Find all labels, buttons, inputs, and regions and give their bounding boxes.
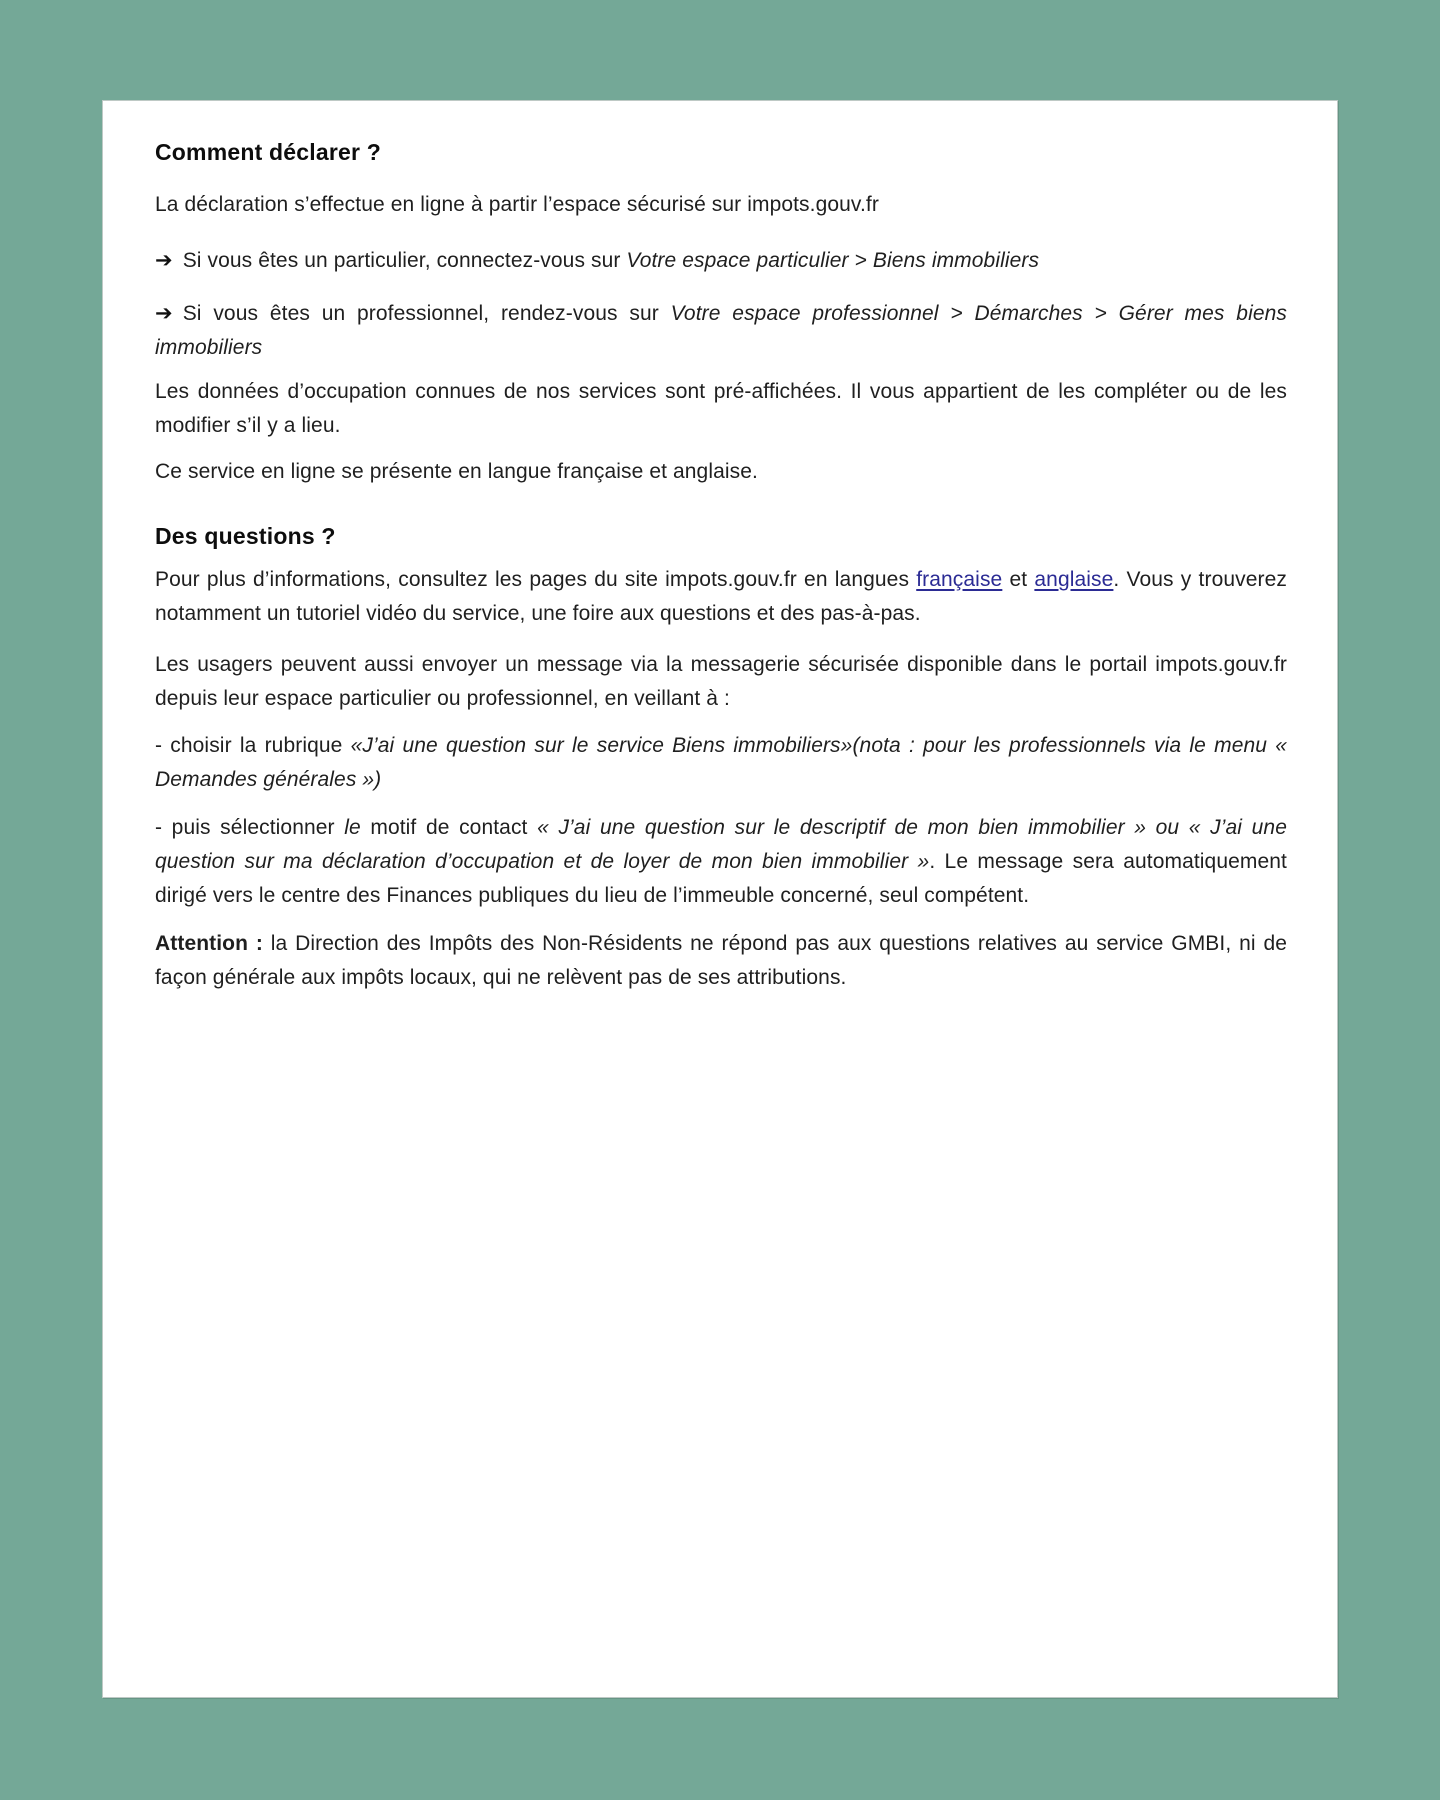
bullet-professionnel-text: Si vous êtes un professionnel, rendez-vous sur — [182, 302, 671, 325]
link-anglaise[interactable]: anglaise — [1034, 568, 1114, 591]
messaging-text: Les usagers peuvent aussi envoyer un message via la messagerie sécurisée disponible dans le portail impots.gouv.fr depuis leur espace particulier ou professionnel, en veillant à : — [155, 653, 1287, 710]
attention-label: Attention : — [155, 932, 263, 955]
attention-text: la Direction des Impôts des Non-Résidents ne répond pas aux questions relatives au service GMBI, ni de façon générale aux impôts locaux, qui ne relèvent pas de ses attributions. — [155, 932, 1288, 989]
languages-text: Ce service en ligne se présente en langue française et anglaise. — [155, 460, 758, 483]
info-text-2: et — [1002, 568, 1035, 591]
link-francaise[interactable]: française — [916, 568, 1003, 591]
section-heading-comment-declarer: Comment déclarer ? — [155, 139, 381, 165]
bullet-particulier-text: Si vous êtes un particulier, connectez-vous sur — [182, 249, 627, 272]
section-heading-des-questions: Des questions ? — [155, 523, 336, 549]
step1-quote: «J’ai une question sur le service Biens immobiliers»(nota : pour les professionnels via le menu « Demandes générales ») — [155, 734, 1287, 791]
paragraph-step-choisir-rubrique — [155, 729, 1287, 797]
step1-lead: - choisir la rubrique — [155, 734, 351, 757]
info-text-1: Pour plus d’informations, consultez les pages du site impots.gouv.fr en langues — [155, 568, 917, 591]
paragraph-step-motif-contact — [155, 811, 1287, 913]
intro-text: La déclaration s’effectue en ligne à partir l’espace sécurisé sur impots.gouv.fr — [155, 193, 879, 216]
info-text-3: . Vous y trouverez notamment un tutoriel vidéo du service, une foire aux questions et des pas-à-pas. — [155, 568, 1287, 625]
paragraph-attention — [155, 927, 1287, 995]
step2-quote: « J’ai une question sur le descriptif de mon bien immobilier » ou « J’ai une question sur ma déclaration d’occupation et de loyer de mon bien immobilier » — [155, 816, 1287, 873]
paragraph-prefilled-data — [155, 375, 1287, 443]
arrow-right-icon: ➔ — [155, 302, 173, 325]
prefilled-text: Les données d’occupation connues de nos services sont pré-affichées. Il vous appartient de les compléter ou de les modifier s’il y a lieu. — [155, 380, 1287, 437]
document-content — [103, 101, 1337, 995]
step2-rest: . Le message sera automatiquement dirigé vers le centre des Finances publiques du lieu de l’immeuble concerné, seul compétent. — [155, 850, 1287, 907]
bullet-particulier — [155, 244, 1287, 278]
document-page — [102, 100, 1338, 1698]
paragraph-languages — [155, 455, 1287, 489]
bullet-professionnel — [155, 297, 1287, 365]
step2-le: le — [344, 816, 361, 839]
bullet-professionnel-path: Votre espace professionnel > Démarches > Gérer mes biens immobiliers — [155, 302, 1287, 359]
paragraph-intro — [155, 188, 1287, 222]
paragraph-more-info — [155, 563, 1287, 631]
arrow-right-icon: ➔ — [155, 249, 173, 272]
step2-lead: - puis sélectionner — [155, 816, 345, 839]
bullet-particulier-path: Votre espace particulier > Biens immobiliers — [626, 249, 1040, 272]
step2-mid: motif de contact — [360, 816, 538, 839]
paragraph-messaging — [155, 648, 1287, 716]
